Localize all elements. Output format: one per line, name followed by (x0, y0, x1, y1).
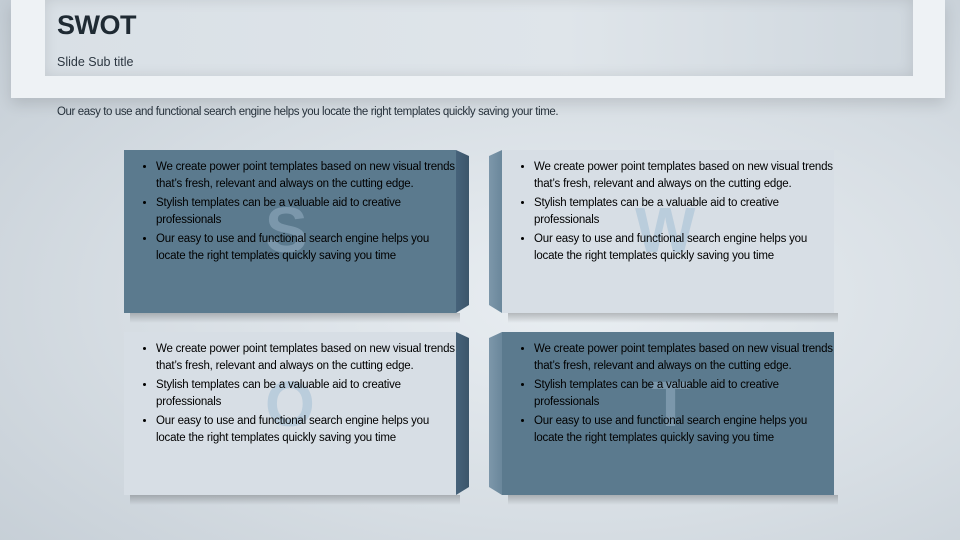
bullet-item: • Our easy to use and functional search engine helps you locate the right templates quickly saving you time (534, 231, 834, 264)
bullet-item: • Stylish templates can be a valuable aid to creative professionals (534, 195, 834, 228)
bullet-item: • We create power point templates based on new visual trends that’s fresh, relevant and always on the cutting edge. (534, 159, 834, 192)
bullet-item: • Stylish templates can be a valuable aid to creative professionals (156, 377, 456, 410)
header-panel (45, 0, 913, 76)
quadrant-letter: O (265, 368, 315, 440)
bullet-item: • Our easy to use and functional search engine helps you locate the right templates quickly saving you time (534, 413, 834, 446)
slide-title: SWOT (57, 10, 136, 40)
bullet-item: • Our easy to use and functional search engine helps you locate the right templates quickly saving you time (156, 413, 456, 446)
bullet-item: • We create power point templates based on new visual trends that’s fresh, relevant and always on the cutting edge. (156, 159, 456, 192)
quadrant-side-bevel (489, 332, 502, 495)
bullet-item: • We create power point templates based on new visual trends that’s fresh, relevant and always on the cutting edge. (534, 341, 834, 374)
bullet-list (144, 159, 456, 267)
quadrant-shadow (508, 495, 838, 505)
quadrant-letter: W (635, 194, 696, 266)
slide-description: Our easy to use and functional search engine helps you locate the right templates quickly saving your time. (57, 106, 559, 118)
quadrant-side-bevel (456, 332, 469, 495)
bullet-item: • Stylish templates can be a valuable aid to creative professionals (534, 377, 834, 410)
bullet-list (522, 341, 834, 449)
quadrant-shadow (130, 495, 460, 505)
slide-subtitle: Slide Sub title (57, 55, 134, 69)
quadrant-shadow (508, 313, 838, 323)
bullet-item: • Stylish templates can be a valuable aid to creative professionals (156, 195, 456, 228)
swot-quadrant-weaknesses (502, 150, 834, 313)
swot-quadrant-opportunities (124, 332, 456, 495)
swot-quadrant-threats (502, 332, 834, 495)
quadrant-shadow (130, 313, 460, 323)
bullet-item: • We create power point templates based on new visual trends that’s fresh, relevant and always on the cutting edge. (156, 341, 456, 374)
quadrant-side-bevel (489, 150, 502, 313)
bullet-list (144, 341, 456, 449)
bullet-list (522, 159, 834, 267)
bullet-item: • Our easy to use and functional search engine helps you locate the right templates quickly saving you time (156, 231, 456, 264)
swot-quadrant-strengths (124, 150, 456, 313)
quadrant-letter: S (265, 194, 308, 266)
quadrant-side-bevel (456, 150, 469, 313)
quadrant-letter: T (651, 368, 691, 440)
